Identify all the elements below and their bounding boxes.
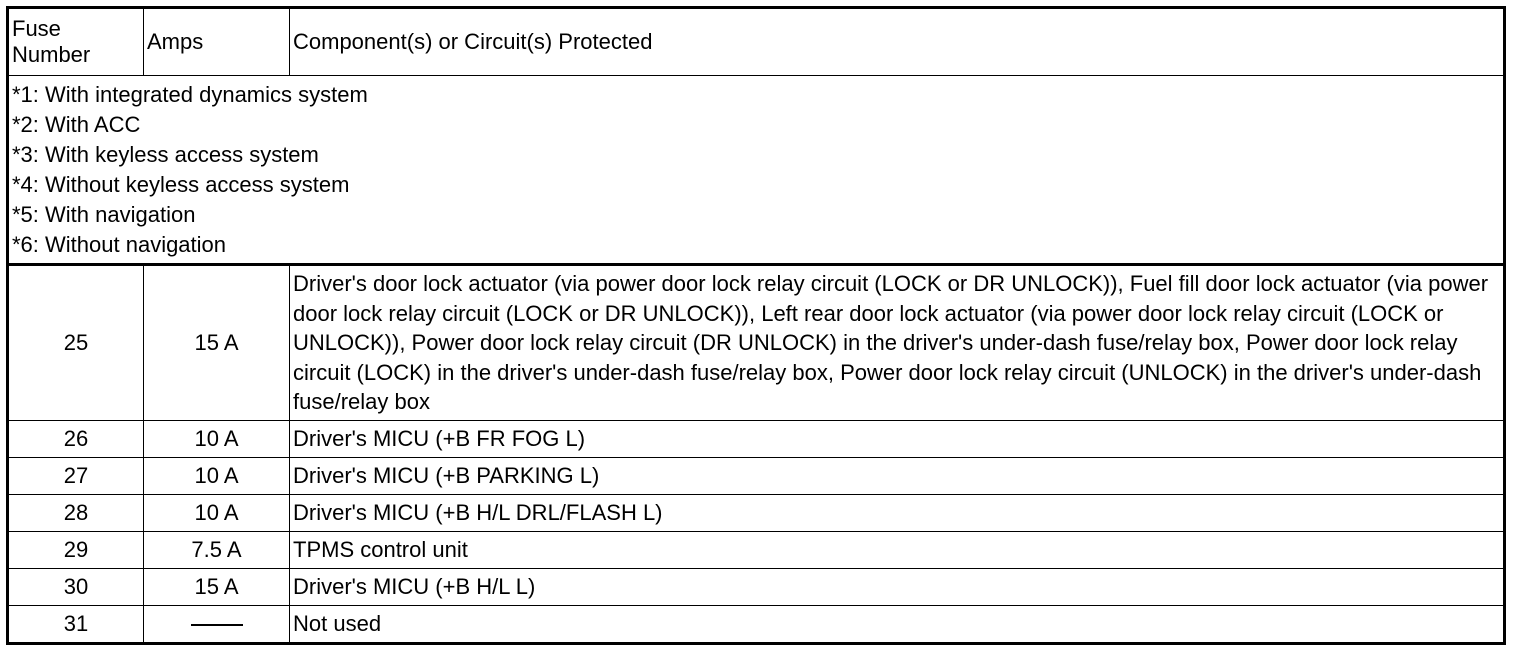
table-row	[8, 568, 1505, 605]
table-row	[8, 494, 1505, 531]
fuse-number-cell: 27	[8, 457, 144, 494]
header-fuse-line1: Fuse	[12, 16, 61, 41]
fuse-number-cell: 28	[8, 494, 144, 531]
component-cell: Driver's MICU (+B H/L DRL/FLASH L)	[290, 494, 1505, 531]
dash-mark	[191, 624, 243, 626]
fuse-number-cell: 26	[8, 420, 144, 457]
header-fuse-number	[8, 8, 144, 76]
note-2: *2: With ACC	[12, 112, 141, 137]
amps-cell: 7.5 A	[144, 531, 290, 568]
note-5: *5: With navigation	[12, 202, 196, 227]
fuse-table	[6, 6, 1506, 645]
fuse-number-cell: 31	[8, 605, 144, 643]
header-fuse-line2: Number	[12, 42, 91, 67]
fuse-number-cell: 29	[8, 531, 144, 568]
amps-cell: 10 A	[144, 494, 290, 531]
notes-row	[8, 76, 1505, 265]
note-3: *3: With keyless access system	[12, 142, 319, 167]
component-cell: Not used	[290, 605, 1505, 643]
amps-cell: 15 A	[144, 568, 290, 605]
header-amps: Amps	[144, 8, 290, 76]
note-6: *6: Without navigation	[12, 232, 227, 257]
note-1: *1: With integrated dynamics system	[12, 82, 368, 107]
fuse-number-cell: 25	[8, 265, 144, 421]
amps-cell: 10 A	[144, 457, 290, 494]
header-component: Component(s) or Circuit(s) Protected	[290, 8, 1505, 76]
table-row	[8, 457, 1505, 494]
amps-cell: 15 A	[144, 265, 290, 421]
table-row	[8, 605, 1505, 643]
component-cell: Driver's MICU (+B FR FOG L)	[290, 420, 1505, 457]
component-cell: Driver's MICU (+B PARKING L)	[290, 457, 1505, 494]
component-cell: Driver's MICU (+B H/L L)	[290, 568, 1505, 605]
table-header-row	[8, 8, 1505, 76]
component-cell: TPMS control unit	[290, 531, 1505, 568]
amps-cell: 10 A	[144, 420, 290, 457]
table-row	[8, 265, 1505, 421]
component-cell: Driver's door lock actuator (via power door lock relay circuit (LOCK or DR UNLOCK)), Fuel fill door lock actuator (via power door lock relay circuit (LOCK or DR UNLOCK)), Left rear door lock actuator (via power door lock relay circuit (LOCK or UNLOCK)), Power door lock relay circuit (DR UNLOCK) in the driver's under-dash fuse/relay box, Power door lock relay circuit (LOCK) in the driver's under-dash fuse/relay box, Power door lock relay circuit (UNLOCK) in the driver's under-dash fuse/relay box	[290, 265, 1505, 421]
table-row	[8, 531, 1505, 568]
amps-cell	[144, 605, 290, 643]
table-row	[8, 420, 1505, 457]
note-4: *4: Without keyless access system	[12, 172, 350, 197]
notes-cell	[8, 76, 1505, 265]
fuse-number-cell: 30	[8, 568, 144, 605]
